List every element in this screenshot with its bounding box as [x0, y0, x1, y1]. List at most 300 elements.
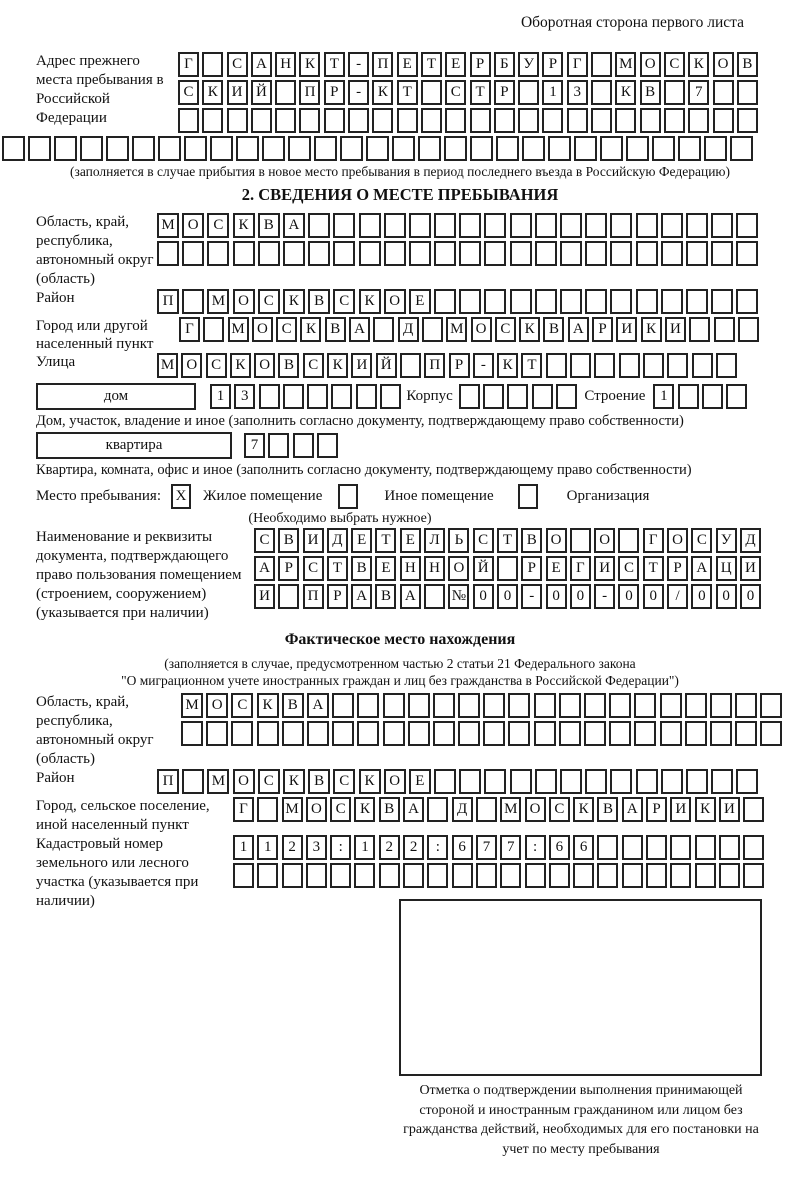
char-box[interactable] — [661, 213, 683, 238]
char-box[interactable]: 0 — [546, 584, 567, 609]
char-box[interactable] — [157, 241, 179, 266]
char-box[interactable]: К — [299, 52, 320, 77]
char-box[interactable] — [525, 863, 546, 888]
char-box[interactable] — [483, 721, 505, 746]
char-box[interactable]: О — [181, 353, 202, 378]
char-box[interactable]: А — [307, 693, 329, 718]
char-box[interactable]: 0 — [740, 584, 761, 609]
char-box[interactable] — [570, 353, 591, 378]
char-box[interactable]: А — [400, 584, 421, 609]
char-box[interactable] — [2, 136, 25, 161]
char-box[interactable]: Й — [376, 353, 397, 378]
char-box[interactable]: С — [445, 80, 466, 105]
char-box[interactable] — [262, 136, 285, 161]
char-box[interactable]: П — [157, 769, 179, 794]
char-box[interactable]: С — [254, 528, 275, 553]
char-box[interactable] — [559, 693, 581, 718]
char-box[interactable]: 1 — [233, 835, 254, 860]
char-box[interactable]: Е — [445, 52, 466, 77]
char-box[interactable]: - — [348, 52, 369, 77]
char-box[interactable] — [203, 317, 224, 342]
char-box[interactable] — [738, 317, 759, 342]
char-box[interactable]: Е — [375, 556, 396, 581]
char-box[interactable]: Р — [646, 797, 667, 822]
char-box[interactable] — [710, 721, 732, 746]
char-box[interactable] — [257, 863, 278, 888]
char-box[interactable]: 0 — [643, 584, 664, 609]
char-box[interactable]: Е — [400, 528, 421, 553]
char-box[interactable]: : — [525, 835, 546, 860]
char-box[interactable] — [307, 384, 328, 409]
char-box[interactable]: Й — [251, 80, 272, 105]
char-box[interactable] — [452, 863, 473, 888]
char-box[interactable]: С — [258, 769, 280, 794]
char-box[interactable] — [636, 769, 658, 794]
char-box[interactable] — [314, 136, 337, 161]
char-box[interactable]: Е — [351, 528, 372, 553]
char-box[interactable] — [719, 863, 740, 888]
char-box[interactable] — [661, 241, 683, 266]
char-box[interactable]: О — [471, 317, 492, 342]
char-box[interactable] — [181, 721, 203, 746]
char-box[interactable] — [560, 769, 582, 794]
char-box[interactable] — [340, 136, 363, 161]
char-box[interactable]: И — [227, 80, 248, 105]
char-box[interactable] — [636, 213, 658, 238]
char-box[interactable] — [507, 384, 528, 409]
char-box[interactable] — [206, 721, 228, 746]
char-box[interactable] — [760, 721, 782, 746]
char-box[interactable] — [366, 136, 389, 161]
char-box[interactable] — [106, 136, 129, 161]
char-box[interactable]: Т — [497, 528, 518, 553]
char-box[interactable] — [132, 136, 155, 161]
char-box[interactable] — [646, 835, 667, 860]
char-box[interactable]: О — [206, 693, 228, 718]
char-box[interactable] — [597, 863, 618, 888]
char-box[interactable]: Д — [452, 797, 473, 822]
char-box[interactable]: 3 — [567, 80, 588, 105]
char-box[interactable] — [380, 384, 401, 409]
char-box[interactable]: М — [228, 317, 249, 342]
char-box[interactable] — [667, 353, 688, 378]
char-box[interactable]: В — [543, 317, 564, 342]
char-box[interactable] — [354, 863, 375, 888]
char-box[interactable] — [484, 213, 506, 238]
char-box[interactable] — [714, 317, 735, 342]
char-box[interactable] — [585, 241, 607, 266]
char-box[interactable] — [207, 241, 229, 266]
char-box[interactable]: С — [691, 528, 712, 553]
char-box[interactable] — [459, 384, 480, 409]
char-box[interactable]: В — [258, 213, 280, 238]
char-box[interactable]: Б — [494, 52, 515, 77]
char-box[interactable]: 6 — [573, 835, 594, 860]
char-box[interactable] — [535, 241, 557, 266]
char-box[interactable]: Н — [400, 556, 421, 581]
char-box[interactable] — [348, 108, 369, 133]
char-box[interactable] — [573, 863, 594, 888]
char-box[interactable] — [686, 289, 708, 314]
char-box[interactable] — [670, 863, 691, 888]
char-box[interactable] — [383, 721, 405, 746]
char-box[interactable] — [282, 863, 303, 888]
char-box[interactable] — [484, 289, 506, 314]
char-box[interactable]: Р — [324, 80, 345, 105]
char-box[interactable] — [678, 384, 699, 409]
char-box[interactable] — [591, 80, 612, 105]
char-box[interactable]: А — [283, 213, 305, 238]
char-box[interactable]: С — [178, 80, 199, 105]
char-box[interactable]: Р — [592, 317, 613, 342]
char-box[interactable] — [574, 136, 597, 161]
char-box[interactable] — [711, 769, 733, 794]
char-box[interactable]: С — [618, 556, 639, 581]
char-box[interactable] — [710, 693, 732, 718]
char-box[interactable]: К — [327, 353, 348, 378]
char-box[interactable]: Ь — [448, 528, 469, 553]
char-box[interactable] — [257, 721, 279, 746]
char-box[interactable]: Т — [375, 528, 396, 553]
char-box[interactable] — [459, 213, 481, 238]
char-box[interactable]: А — [251, 52, 272, 77]
char-box[interactable] — [373, 317, 394, 342]
char-box[interactable]: В — [308, 769, 330, 794]
char-box[interactable]: В — [737, 52, 758, 77]
char-box[interactable]: Е — [397, 52, 418, 77]
char-box[interactable]: 7 — [476, 835, 497, 860]
char-box[interactable]: Г — [179, 317, 200, 342]
char-box[interactable] — [384, 241, 406, 266]
char-box[interactable] — [508, 721, 530, 746]
char-box[interactable]: : — [427, 835, 448, 860]
char-box[interactable] — [737, 108, 758, 133]
char-box[interactable]: С — [495, 317, 516, 342]
char-box[interactable] — [556, 384, 577, 409]
char-box[interactable] — [619, 353, 640, 378]
char-box[interactable] — [610, 241, 632, 266]
char-box[interactable] — [716, 353, 737, 378]
char-box[interactable]: Т — [521, 353, 542, 378]
char-box[interactable]: П — [372, 52, 393, 77]
char-box[interactable] — [686, 769, 708, 794]
char-box[interactable] — [510, 769, 532, 794]
char-box[interactable]: П — [299, 80, 320, 105]
char-box[interactable] — [646, 863, 667, 888]
char-box[interactable]: Г — [643, 528, 664, 553]
char-box[interactable] — [622, 863, 643, 888]
char-box[interactable] — [182, 241, 204, 266]
char-box[interactable]: В — [351, 556, 372, 581]
char-box[interactable] — [594, 353, 615, 378]
char-box[interactable]: К — [233, 213, 255, 238]
char-box[interactable] — [54, 136, 77, 161]
char-box[interactable] — [383, 693, 405, 718]
char-box[interactable] — [719, 835, 740, 860]
char-box[interactable]: В — [278, 528, 299, 553]
char-box[interactable] — [444, 136, 467, 161]
char-box[interactable] — [704, 136, 727, 161]
char-box[interactable] — [585, 213, 607, 238]
char-box[interactable]: С — [330, 797, 351, 822]
char-box[interactable] — [408, 721, 430, 746]
char-box[interactable] — [257, 797, 278, 822]
char-box[interactable]: Т — [421, 52, 442, 77]
char-box[interactable]: М — [157, 213, 179, 238]
char-box[interactable] — [278, 584, 299, 609]
char-box[interactable] — [518, 108, 539, 133]
char-box[interactable]: П — [424, 353, 445, 378]
char-box[interactable]: О — [384, 289, 406, 314]
char-box[interactable] — [609, 693, 631, 718]
char-box[interactable] — [689, 317, 710, 342]
char-box[interactable] — [331, 384, 352, 409]
char-box[interactable] — [626, 136, 649, 161]
char-box[interactable] — [433, 693, 455, 718]
char-box[interactable]: А — [351, 584, 372, 609]
char-box[interactable] — [268, 433, 289, 458]
char-box[interactable]: В — [282, 693, 304, 718]
char-box[interactable]: И — [719, 797, 740, 822]
char-box[interactable]: М — [207, 769, 229, 794]
char-box[interactable]: М — [207, 289, 229, 314]
char-box[interactable] — [333, 241, 355, 266]
char-box[interactable] — [743, 797, 764, 822]
char-box[interactable]: 6 — [549, 835, 570, 860]
char-box[interactable] — [661, 289, 683, 314]
char-box[interactable] — [726, 384, 747, 409]
char-box[interactable] — [476, 797, 497, 822]
char-box[interactable] — [236, 136, 259, 161]
char-box[interactable]: Г — [233, 797, 254, 822]
char-box[interactable]: И — [254, 584, 275, 609]
char-box[interactable]: Д — [740, 528, 761, 553]
char-box[interactable] — [434, 289, 456, 314]
char-box[interactable]: В — [375, 584, 396, 609]
char-box[interactable] — [28, 136, 51, 161]
char-box[interactable]: О — [667, 528, 688, 553]
char-box[interactable]: В — [597, 797, 618, 822]
char-box[interactable] — [459, 289, 481, 314]
char-box[interactable]: С — [303, 353, 324, 378]
char-box[interactable] — [567, 108, 588, 133]
char-box[interactable]: 0 — [691, 584, 712, 609]
char-box[interactable]: А — [349, 317, 370, 342]
char-box[interactable]: А — [254, 556, 275, 581]
char-box[interactable]: И — [616, 317, 637, 342]
char-box[interactable] — [760, 693, 782, 718]
char-box[interactable]: К — [202, 80, 223, 105]
char-box[interactable] — [458, 693, 480, 718]
char-box[interactable] — [418, 136, 441, 161]
char-box[interactable]: 2 — [379, 835, 400, 860]
char-box[interactable] — [685, 721, 707, 746]
char-box[interactable] — [610, 213, 632, 238]
char-box[interactable]: С — [231, 693, 253, 718]
char-box[interactable] — [743, 863, 764, 888]
char-box[interactable] — [686, 241, 708, 266]
char-box[interactable] — [660, 721, 682, 746]
char-box[interactable] — [559, 721, 581, 746]
char-box[interactable] — [711, 289, 733, 314]
char-box[interactable] — [317, 433, 338, 458]
char-box[interactable]: 1 — [542, 80, 563, 105]
char-box[interactable] — [743, 835, 764, 860]
char-box[interactable] — [640, 108, 661, 133]
char-box[interactable] — [434, 213, 456, 238]
char-box[interactable]: С — [549, 797, 570, 822]
char-box[interactable]: У — [716, 528, 737, 553]
char-box[interactable] — [332, 721, 354, 746]
char-box[interactable]: Л — [424, 528, 445, 553]
char-box[interactable]: К — [359, 769, 381, 794]
char-box[interactable] — [560, 289, 582, 314]
char-box[interactable] — [434, 769, 456, 794]
char-box[interactable]: В — [521, 528, 542, 553]
char-box[interactable] — [610, 769, 632, 794]
char-box[interactable]: - — [521, 584, 542, 609]
char-box[interactable]: 1 — [354, 835, 375, 860]
char-box[interactable] — [542, 108, 563, 133]
char-box[interactable] — [357, 721, 379, 746]
char-box[interactable]: 1 — [653, 384, 674, 409]
char-box[interactable] — [736, 289, 758, 314]
char-box[interactable] — [636, 241, 658, 266]
char-box[interactable] — [233, 241, 255, 266]
char-box[interactable] — [585, 289, 607, 314]
char-box[interactable] — [483, 693, 505, 718]
char-box[interactable] — [397, 108, 418, 133]
char-box[interactable] — [736, 213, 758, 238]
char-box[interactable] — [233, 863, 254, 888]
char-box[interactable] — [535, 769, 557, 794]
char-box[interactable]: О — [233, 769, 255, 794]
char-box[interactable] — [275, 108, 296, 133]
char-box[interactable] — [600, 136, 623, 161]
char-box[interactable]: В — [325, 317, 346, 342]
char-box[interactable] — [400, 353, 421, 378]
char-box[interactable] — [500, 863, 521, 888]
char-box[interactable]: С — [333, 769, 355, 794]
char-box[interactable] — [736, 241, 758, 266]
char-box[interactable] — [510, 241, 532, 266]
char-box[interactable]: Й — [473, 556, 494, 581]
char-box[interactable] — [702, 384, 723, 409]
char-box[interactable] — [330, 863, 351, 888]
char-box[interactable] — [80, 136, 103, 161]
char-box[interactable] — [695, 835, 716, 860]
char-box[interactable] — [308, 241, 330, 266]
char-box[interactable] — [622, 835, 643, 860]
char-box[interactable]: Е — [409, 769, 431, 794]
char-box[interactable]: 0 — [716, 584, 737, 609]
char-box[interactable]: 6 — [452, 835, 473, 860]
char-box[interactable] — [618, 528, 639, 553]
char-box[interactable] — [518, 80, 539, 105]
char-box[interactable]: О — [182, 213, 204, 238]
char-box[interactable]: У — [518, 52, 539, 77]
char-box[interactable] — [202, 108, 223, 133]
char-box[interactable]: К — [641, 317, 662, 342]
char-box[interactable] — [332, 693, 354, 718]
char-box[interactable]: 3 — [306, 835, 327, 860]
char-box[interactable]: 7 — [244, 433, 265, 458]
char-box[interactable] — [570, 528, 591, 553]
char-box[interactable] — [422, 317, 443, 342]
char-box[interactable]: М — [181, 693, 203, 718]
char-box[interactable]: Ц — [716, 556, 737, 581]
char-box[interactable] — [560, 241, 582, 266]
char-box[interactable] — [288, 136, 311, 161]
char-box[interactable] — [427, 797, 448, 822]
char-box[interactable]: М — [500, 797, 521, 822]
char-box[interactable]: О — [713, 52, 734, 77]
char-box[interactable] — [403, 863, 424, 888]
char-box[interactable]: С — [206, 353, 227, 378]
char-box[interactable] — [379, 863, 400, 888]
char-box[interactable] — [231, 721, 253, 746]
char-box[interactable]: О — [254, 353, 275, 378]
char-box[interactable] — [735, 693, 757, 718]
char-box[interactable] — [636, 289, 658, 314]
char-box[interactable] — [534, 693, 556, 718]
char-box[interactable] — [251, 108, 272, 133]
char-box[interactable]: А — [568, 317, 589, 342]
char-box[interactable]: Д — [327, 528, 348, 553]
char-box[interactable]: М — [157, 353, 178, 378]
checkbox-other-premises[interactable] — [338, 484, 358, 509]
char-box[interactable]: О — [640, 52, 661, 77]
char-box[interactable] — [591, 108, 612, 133]
char-box[interactable] — [182, 289, 204, 314]
char-box[interactable] — [421, 80, 442, 105]
char-box[interactable] — [259, 384, 280, 409]
char-box[interactable]: № — [448, 584, 469, 609]
char-box[interactable] — [470, 136, 493, 161]
char-box[interactable]: К — [230, 353, 251, 378]
char-box[interactable]: В — [278, 353, 299, 378]
char-box[interactable] — [643, 353, 664, 378]
char-box[interactable] — [584, 721, 606, 746]
char-box[interactable] — [535, 289, 557, 314]
char-box[interactable]: О — [448, 556, 469, 581]
char-box[interactable] — [496, 136, 519, 161]
char-box[interactable] — [532, 384, 553, 409]
char-box[interactable] — [459, 241, 481, 266]
char-box[interactable] — [664, 108, 685, 133]
char-box[interactable] — [476, 863, 497, 888]
char-box[interactable] — [692, 353, 713, 378]
char-box[interactable] — [409, 213, 431, 238]
char-box[interactable]: Р — [327, 584, 348, 609]
char-box[interactable] — [584, 693, 606, 718]
char-box[interactable] — [713, 80, 734, 105]
char-box[interactable]: Р — [494, 80, 515, 105]
char-box[interactable] — [548, 136, 571, 161]
char-box[interactable] — [359, 213, 381, 238]
char-box[interactable] — [184, 136, 207, 161]
char-box[interactable]: О — [384, 769, 406, 794]
char-box[interactable]: К — [283, 289, 305, 314]
char-box[interactable]: Р — [521, 556, 542, 581]
char-box[interactable]: М — [282, 797, 303, 822]
char-box[interactable]: А — [622, 797, 643, 822]
char-box[interactable] — [333, 213, 355, 238]
char-box[interactable] — [585, 769, 607, 794]
char-box[interactable]: И — [351, 353, 372, 378]
char-box[interactable]: О — [252, 317, 273, 342]
char-box[interactable]: Т — [327, 556, 348, 581]
